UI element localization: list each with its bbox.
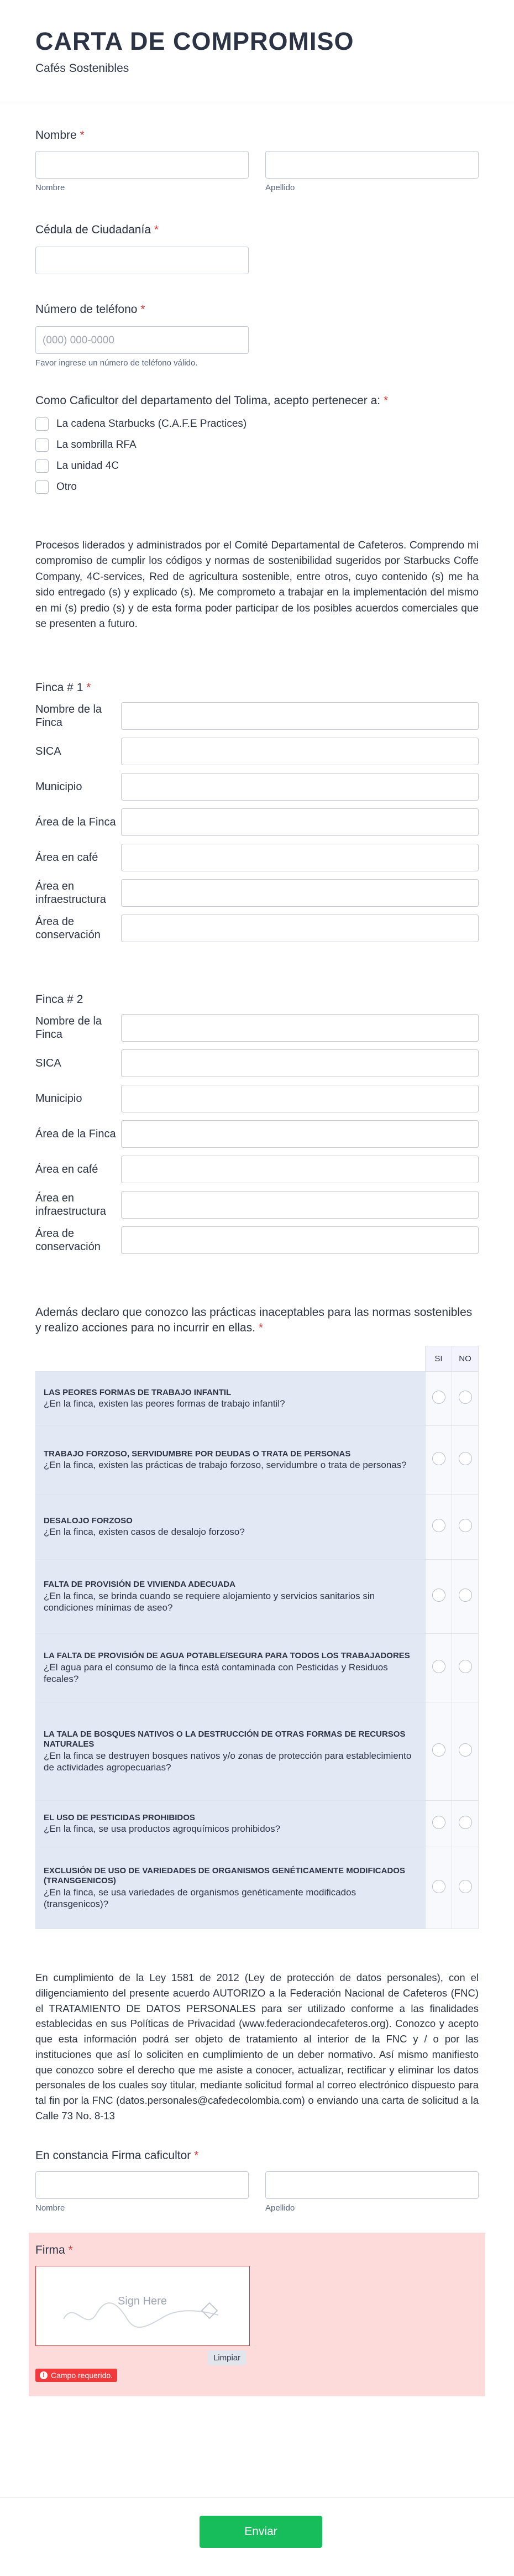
cedula-input[interactable] [35,247,249,274]
row-question: ¿El agua para el consumo de la finca está contaminada con Pesticidas y Residuos fecales? [44,1661,388,1685]
row-question: ¿En la finca, se usa variedades de organismos genéticamente modificados (transgenicos)? [44,1887,356,1910]
row-question: ¿En la finca, existen casos de desalojo forzoso? [44,1527,245,1538]
matrix-row [36,1801,479,1847]
radio-no[interactable] [459,1519,472,1532]
signature-pad[interactable] [35,2266,250,2346]
option-label: La sombrilla RFA [56,438,137,451]
checkbox[interactable] [35,417,49,431]
row-title: EL USO DE PESTICIDAS PROHIBIDOS [44,1812,195,1822]
last-name-input[interactable] [265,151,479,179]
pertenece-label [35,394,479,407]
finca1-label: Área de la Finca [35,816,116,828]
row-title: LAS PEORES FORMAS DE TRABAJO INFANTIL [44,1387,232,1397]
finca2-area-input[interactable] [121,1120,479,1148]
form-subtitle: Cafés Sostenibles [35,61,129,75]
finca2-label: Área de conservación [35,1227,101,1253]
finca1-label: Área en café [35,851,98,864]
row-title: FALTA DE PROVISIÓN DE VIVIENDA ADECUADA [44,1580,235,1590]
radio-no[interactable] [459,1880,472,1893]
signer-first-sublabel: Nombre [35,2203,65,2213]
row-title: TRABAJO FORZOSO, SERVIDUMBRE POR DEUDAS O TRATA DE PERSONAS [44,1449,351,1459]
row-question: ¿En la finca, se brinda cuando se requiere alojamiento y servicios sanitarios sin condiciones mínimas de aseo? [44,1590,375,1613]
finca1-nombre-input[interactable] [121,702,479,730]
firma-label [35,2244,479,2257]
pertenece-section [0,394,514,494]
radio-si[interactable] [432,1452,445,1465]
column-si: SI [426,1346,452,1372]
firma-label-text: Firma [35,2243,65,2256]
row-question: ¿En la finca se destruyen bosques nativos y/o zonas de protección para establecimiento de actividades agropecuarias? [44,1751,412,1773]
radio-si[interactable] [432,1589,445,1602]
row-question: ¿En la finca, se usa productos agroquímicos prohibidos? [44,1823,281,1835]
finca2-label: Municipio [35,1092,82,1105]
finca2-section [0,993,514,1254]
constancia-label [35,2149,479,2162]
finca2-label: Nombre de la Finca [35,1015,102,1041]
finca2-title: Finca # 2 [35,992,83,1006]
row-title: LA TALA DE BOSQUES NATIVOS O LA DESTRUCCIÓN DE OTRAS FORMAS DE RECURSOS NATURALES [44,1729,406,1749]
telefono-label [35,303,479,316]
alert-icon: ! [40,2371,48,2379]
finca1-label: Área en infraestructura [35,880,106,906]
finca2-label: Área en infraestructura [35,1192,106,1218]
finca1-sica-input[interactable] [121,738,479,765]
finca2-sica-input[interactable] [121,1049,479,1077]
intro-paragraph: Procesos liderados y administrados por el Comité Departamental de Cafeteros. Comprendo mi compromiso de cumplir los códigos y normas de sostenibilidad sugeridos por Starbucks Coffe Company, 4C-services, Red de agricultura sostenible, entre otros, cuyo contenido (s) me ha sido entregado (s) y explicado (s). Me comprometo a trabajar en la implementación del mismo en mi (s) predio (s) y de esta forma poder participar de los posibles acuerdos comerciales que se presenten a futuro. [35,539,479,630]
row-title: DESALOJO FORZOSO [44,1516,133,1525]
finca2-cafe-input[interactable] [121,1156,479,1183]
matrix-question [36,1495,426,1560]
matrix-question [36,1372,426,1426]
phone-input[interactable]: (000) 000-0000 [35,326,249,354]
form-header [0,0,514,102]
error-badge [35,2369,117,2382]
finca1-label: Nombre de la Finca [35,703,102,729]
practices-matrix [35,1346,479,1929]
matrix-row [36,1702,479,1801]
constancia-label-text: En constancia Firma caficultor [35,2149,191,2162]
required-star: * [194,2149,199,2162]
radio-no[interactable] [459,1452,472,1465]
first-name-sublabel: Nombre [35,182,65,192]
required-star: * [383,394,389,407]
finca2-municipio-input[interactable] [121,1085,479,1112]
radio-si[interactable] [432,1660,445,1673]
signer-last-sublabel: Apellido [265,2203,295,2213]
form-title: CARTA DE COMPROMISO [35,27,354,55]
radio-si[interactable] [432,1391,445,1404]
finca1-title-text: Finca # 1 [35,681,83,694]
matrix-question [36,1426,426,1495]
radio-si[interactable] [432,1880,445,1893]
signature-section [29,2233,485,2396]
finca1-label: Municipio [35,780,82,793]
first-name-input[interactable] [35,151,249,179]
matrix-question [36,1801,426,1847]
nombre-label-text: Nombre [35,128,77,142]
radio-si[interactable] [432,1519,445,1532]
option-starbucks[interactable] [35,417,479,431]
required-star: * [68,2243,73,2256]
matrix-row [36,1847,479,1929]
last-name-sublabel: Apellido [265,182,295,192]
finca1-area-input[interactable] [121,808,479,836]
matrix-row [36,1560,479,1634]
finca2-label: Área en café [35,1163,98,1175]
row-title: LA FALTA DE PROVISIÓN DE AGUA POTABLE/SEGURA PARA TODOS LOS TRABAJADORES [44,1651,410,1661]
signature-hint: Sign Here [118,2295,167,2307]
form-footer [0,2497,514,2576]
matrix-row [36,1426,479,1495]
matrix-corner [36,1346,426,1372]
required-star: * [140,302,145,316]
matrix-label [35,1305,479,1336]
finca2-nombre-input[interactable] [121,1014,479,1042]
row-question: ¿En la finca, existen las prácticas de trabajo forzoso, servidumbre o trata de personas? [44,1460,407,1471]
checkbox[interactable] [35,459,49,473]
finca1-label: Área de conservación [35,915,101,941]
radio-no[interactable] [459,1660,472,1673]
option-4c[interactable] [35,459,479,473]
required-star: * [154,223,159,236]
signer-first-name-input[interactable] [35,2171,249,2199]
nombre-section [0,129,514,192]
cedula-label-text: Cédula de Ciudadanía [35,223,151,236]
clear-signature-button[interactable]: Limpiar [208,2350,246,2365]
cedula-label [35,223,479,237]
radio-no[interactable] [459,1589,472,1602]
option-rfa[interactable] [35,438,479,452]
radio-no[interactable] [459,1391,472,1404]
intro-section [0,538,514,633]
radio-no[interactable] [459,1743,472,1757]
matrix-row [36,1372,479,1426]
finca2-label: Área de la Finca [35,1127,116,1140]
matrix-question [36,1702,426,1801]
telefono-section [0,303,514,368]
required-star: * [86,681,91,694]
matrix-row [36,1495,479,1560]
cedula-section [0,223,514,274]
ley-paragraph: En cumplimiento de la Ley 1581 de 2012 (Ley de protección de datos personales), con el diligenciamiento del presente acuerdo AUTORIZO a la Federación Nacional de Cafeteros (FNC) el TRATAMIENTO DE DATOS PERSONALES para ser utilizado conforme a las finalidades establecidas en sus Políticas de Privacidad (www.federaciondecafeteros.org). Conozco y acepto que esta información podrá ser objeto de tratamiento al interior de la FNC y / o por las instituciones que así lo soliciten en cumplimiento de un deber normativo. Así mismo manifiesto que conozco sobre el derecho que me asiste a conocer, actualizar, rectificar y eliminar los datos personales de los cuales soy titular, mediante solicitud formal al correo electrónico dispuesto para tal fin por la FNC (datos.personales@cafedecolombia.com) o enviando una carta de solicitud a la Calle 73 No. 8-13 [35,1972,479,2122]
constancia-section [0,2149,514,2213]
row-question: ¿En la finca, existen las peores formas de trabajo infantil? [44,1398,285,1409]
finca1-conservacion-input[interactable] [121,915,479,942]
radio-no[interactable] [459,1816,472,1829]
finca1-municipio-input[interactable] [121,773,479,801]
finca1-infra-input[interactable] [121,879,479,907]
option-otro[interactable] [35,480,479,494]
radio-si[interactable] [432,1816,445,1829]
telefono-label-text: Número de teléfono [35,302,138,316]
matrix-section [0,1305,514,1930]
finca1-section [0,681,514,942]
error-text: Campo requerido. [51,2370,113,2380]
finca2-infra-input[interactable] [121,1191,479,1219]
required-star: * [258,1321,264,1334]
finca1-label: SICA [35,745,61,757]
matrix-label-text: Además declaro que conozco las prácticas inaceptables para las normas sostenibles y realizo acciones para no incurrir en ellas. [35,1305,473,1334]
finca2-conservacion-input[interactable] [121,1226,479,1254]
signer-last-name-input[interactable] [265,2171,479,2199]
pertenece-label-text: Como Caficultor del departamento del Tolima, acepto pertenecer a: [35,394,381,407]
option-label: La cadena Starbucks (C.A.F.E Practices) [56,417,247,430]
required-star: * [80,128,85,142]
nombre-label [35,129,479,142]
submit-button[interactable]: Enviar [200,2516,322,2548]
row-title: EXCLUSIÓN DE USO DE VARIEDADES DE ORGANISMOS GENÉTICAMENTE MODIFICADOS (TRANSGENICOS) [44,1866,405,1886]
finca2-label: SICA [35,1057,61,1069]
finca1-title [35,681,479,694]
ley-section [0,1970,514,2124]
checkbox[interactable] [35,480,49,494]
option-label: Otro [56,480,77,493]
matrix-question [36,1847,426,1929]
option-label: La unidad 4C [56,459,119,472]
matrix-question [36,1634,426,1702]
matrix-question [36,1560,426,1634]
column-no: NO [452,1346,479,1372]
finca1-cafe-input[interactable] [121,844,479,871]
checkbox[interactable] [35,438,49,452]
phone-help: Favor ingrese un número de teléfono válido. [35,358,198,368]
radio-si[interactable] [432,1743,445,1757]
matrix-row [36,1634,479,1702]
